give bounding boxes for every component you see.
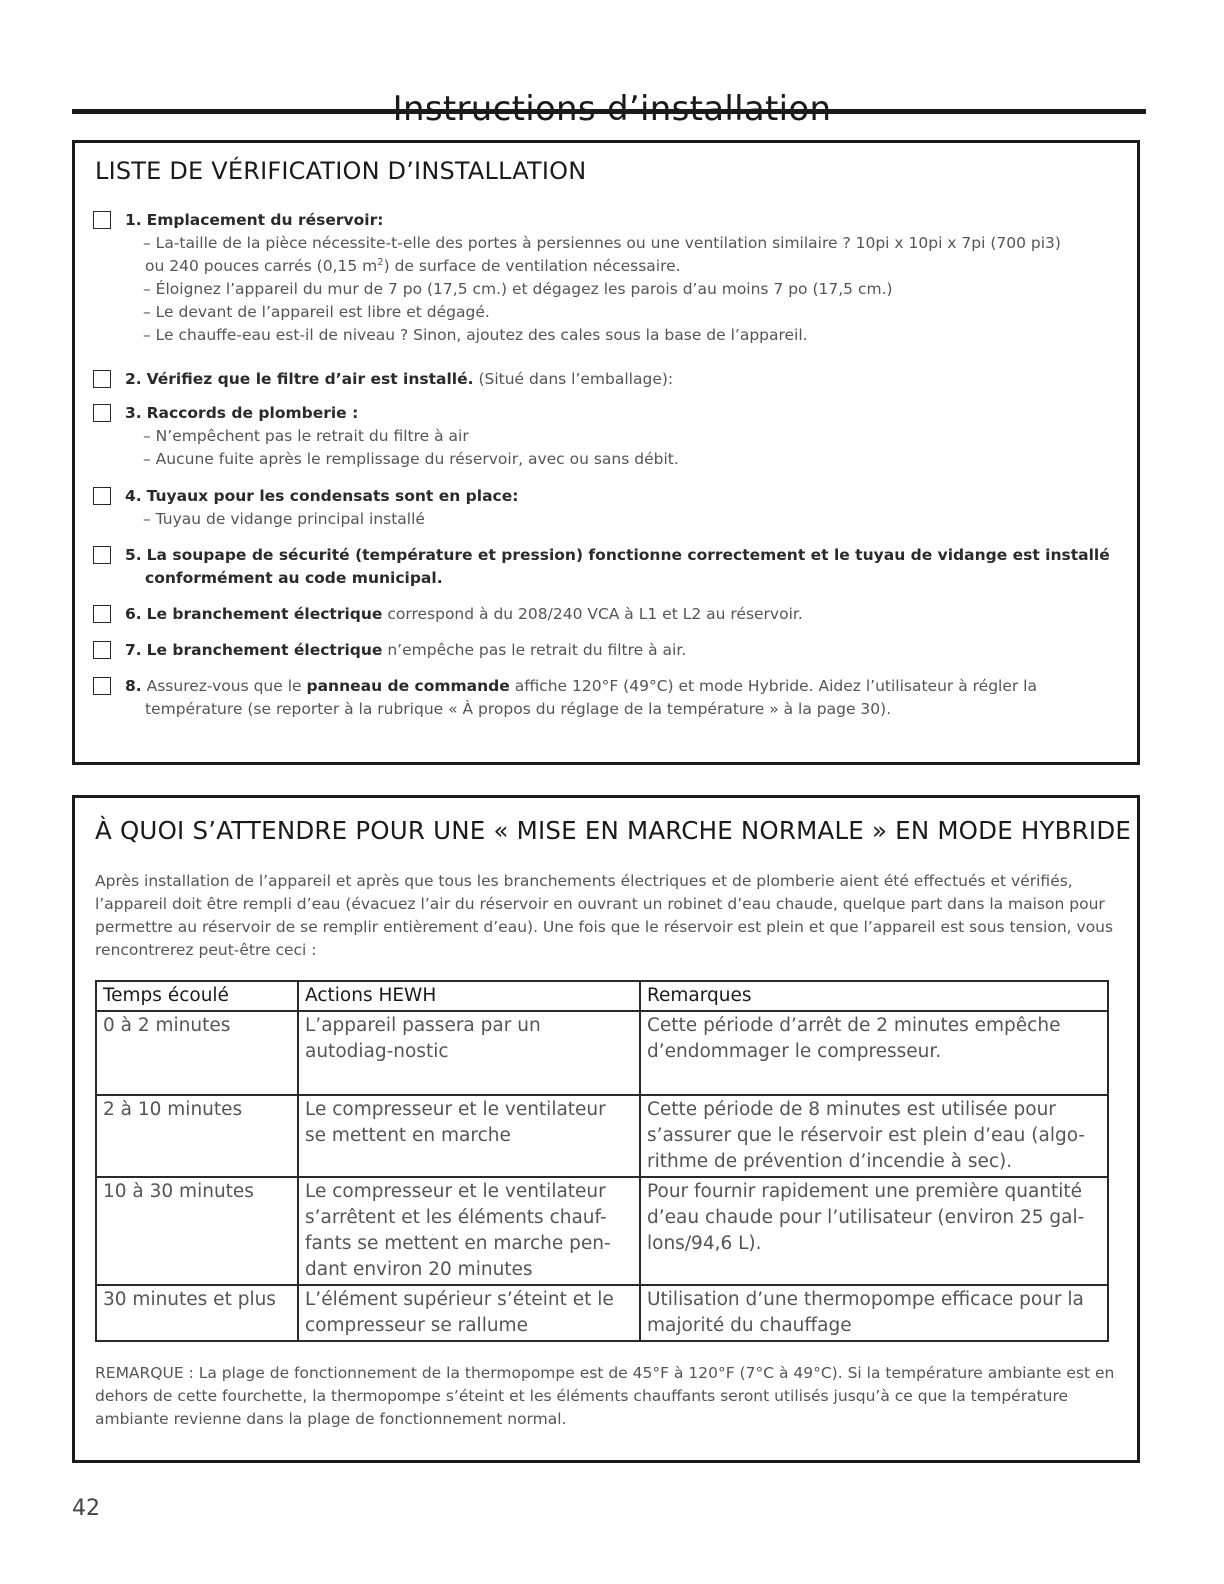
hybrid-startup-box xyxy=(72,795,1140,1463)
item-detail: température (se reporter à la rubrique « À propos du réglage de la température » à la page 30). xyxy=(145,700,892,718)
item-title: Vérifiez que le filtre d’air est installé. xyxy=(146,370,474,388)
item-detail: – Éloignez l’appareil du mur de 7 po (17,5 cm.) et dégagez les parois d’au moins 7 po (17,5 cm.) xyxy=(143,280,893,298)
item-detail: – Aucune fuite après le remplissage du réservoir, avec ou sans débit. xyxy=(143,450,679,468)
cell-remark: Cette période d’arrêt de 2 minutes empêche d’endommager le compresseur. xyxy=(640,1011,1108,1095)
column-header: Remarques xyxy=(640,981,1108,1011)
cell-time: 10 à 30 minutes xyxy=(96,1177,298,1285)
item-detail: correspond à du 208/240 VCA à L1 et L2 au réservoir. xyxy=(387,605,803,623)
table-header-row xyxy=(96,981,1108,1011)
cell-action: Le compresseur et le ventilateur se mettent en marche xyxy=(298,1095,640,1177)
table-row xyxy=(96,1095,1108,1177)
item-detail: – Le chauffe-eau est-il de niveau ? Sinon, ajoutez des cales sous la base de l’appareil. xyxy=(143,326,808,344)
checkbox[interactable] xyxy=(93,404,111,422)
item-detail: (Situé dans l’emballage): xyxy=(478,370,674,388)
item-title: Emplacement du réservoir: xyxy=(146,211,384,229)
cell-time: 0 à 2 minutes xyxy=(96,1011,298,1095)
cell-action: L’appareil passera par un autodiag-nostic xyxy=(298,1011,640,1095)
checkbox[interactable] xyxy=(93,641,111,659)
item-detail: – Tuyau de vidange principal installé xyxy=(143,510,425,528)
column-header: Temps écoulé xyxy=(96,981,298,1011)
cell-time: 30 minutes et plus xyxy=(96,1285,298,1341)
item-detail: ou 240 pouces carrés (0,15 $m^2$) de surface de ventilation nécessaire. xyxy=(145,256,681,275)
page-number: 42 xyxy=(72,1496,100,1521)
item-detail: – Le devant de l’appareil est libre et dégagé. xyxy=(143,303,490,321)
item-title: panneau de commande xyxy=(306,677,510,695)
checkbox[interactable] xyxy=(93,211,111,229)
operating-range-note: REMARQUE : La plage de fonctionnement de la thermopompe est de 45°F à 120°F (7°C à 49°C). Si la température ambiante est en dehors de cette fourchette, la thermopompe s’éteint et les éléments chauffants seront utilisés jusqu’à ce que la température ambiante revienne dans la plage de fonctionnement normal. xyxy=(95,1364,1115,1428)
item-title: Raccords de plomberie : xyxy=(146,404,359,422)
checkbox[interactable] xyxy=(93,546,111,564)
checkbox[interactable] xyxy=(93,605,111,623)
installation-checklist-box: LISTE DE VÉRIFICATION D’INSTALLATION 1. Emplacement du réservoir: – La-taille de la pièce nécessite-t-elle des portes à persiennes ou une ventilation similaire ? 10pi x 10pi x 7pi (700 pi3) ou 240 pouces carrés (0,15 $m^2$) de surface de ventilation nécessaire. – Éloignez l’appareil du mur de 7 po (17,5 cm.) et dégagez les parois d’au moins 7 po (17,5 cm.) – Le devant de l’appareil est libre et dégagé. – Le chauffe-eau est-il de niveau ? Sinon, ajoutez des cales sous la base de l’appareil. 2. Vérifiez que le filtre d’air est installé. (Situé dans l’emballage): 3. Raccords de plomberie : – N’empêchent pas le retrait du filtre à air – Aucune fuite après le remplissage du réservoir, avec ou sans débit. 4. Tuyaux pour les condensats sont en place: – Tuyau de vidange principal installé 5. La soupape de sécurité (température et pression) fonctionne correctement et le tuyau de vidange est installé conformément au code municipal. 6. Le branchement électrique correspond à du 208/240 VCA à L1 et L2 au réservoir. 7. Le branchement électrique n’empêche pas le retrait du filtre à air. 8. Assurez-vous que le panneau de commande affiche 120°F (49°C) et mode Hybride. Aidez l’utilisateur à régler la température (se reporter à la rubrique « À propos du réglage de la température » à la page 30). xyxy=(72,140,1140,765)
startup-heading: À QUOI S’ATTENDRE POUR UNE « MISE EN MARCHE NORMALE » EN MODE HYBRIDE xyxy=(95,816,1132,845)
cell-remark: Utilisation d’une thermopompe efficace pour la majorité du chauffage xyxy=(640,1285,1108,1341)
startup-table xyxy=(95,980,1109,1342)
item-title: La soupape de sécurité (température et pression) fonctionne correctement et le tuyau de vidange est installé xyxy=(146,546,1110,564)
cell-remark: Pour fournir rapidement une première quantité d’eau chaude pour l’utilisateur (environ 25 gal-lons/94,6 L). xyxy=(640,1177,1108,1285)
item-title: Tuyaux pour les condensats sont en place: xyxy=(146,487,519,505)
table-row xyxy=(96,1011,1108,1095)
cell-action: Le compresseur et le ventilateur s’arrêtent et les éléments chauf-fants se mettent en marche pen-dant environ 20 minutes xyxy=(298,1177,640,1285)
cell-remark: Cette période de 8 minutes est utilisée pour s’assurer que le réservoir est plein d’eau (algo-rithme de prévention d’incendie à sec). xyxy=(640,1095,1108,1177)
table-row xyxy=(96,1285,1108,1341)
item-title: Le branchement électrique xyxy=(146,605,383,623)
checkbox[interactable] xyxy=(93,487,111,505)
item-number: 1. xyxy=(125,211,142,229)
checkbox[interactable] xyxy=(93,677,111,695)
startup-intro: Après installation de l’appareil et après que tous les branchements électriques et de plomberie aient été effectués et vérifiés, l’appareil doit être rempli d’eau (évacuez l’air du réservoir en ouvrant un robinet d’eau chaude, quelque part dans la maison pour permettre au réservoir de se remplir entièrement d’eau). Une fois que le réservoir est plein et que l’appareil est sous tension, vous rencontrerez peut-être ceci : xyxy=(95,872,1114,959)
item-title-continued: conformément au code municipal. xyxy=(145,569,443,587)
item-detail: – La-taille de la pièce nécessite-t-elle des portes à persiennes ou une ventilation similaire ? 10pi x 10pi x 7pi (700 pi3) xyxy=(143,234,1061,252)
item-detail: – N’empêchent pas le retrait du filtre à air xyxy=(143,427,469,445)
checklist-heading: LISTE DE VÉRIFICATION D’INSTALLATION xyxy=(95,157,587,185)
checkbox[interactable] xyxy=(93,370,111,388)
column-header: Actions HEWH xyxy=(298,981,640,1011)
item-detail: n’empêche pas le retrait du filtre à air. xyxy=(387,641,687,659)
cell-time: 2 à 10 minutes xyxy=(96,1095,298,1177)
item-title: Le branchement électrique xyxy=(146,641,383,659)
table-row xyxy=(96,1177,1108,1285)
title-rule xyxy=(72,109,1146,114)
cell-action: L’élément supérieur s’éteint et le compresseur se rallume xyxy=(298,1285,640,1341)
